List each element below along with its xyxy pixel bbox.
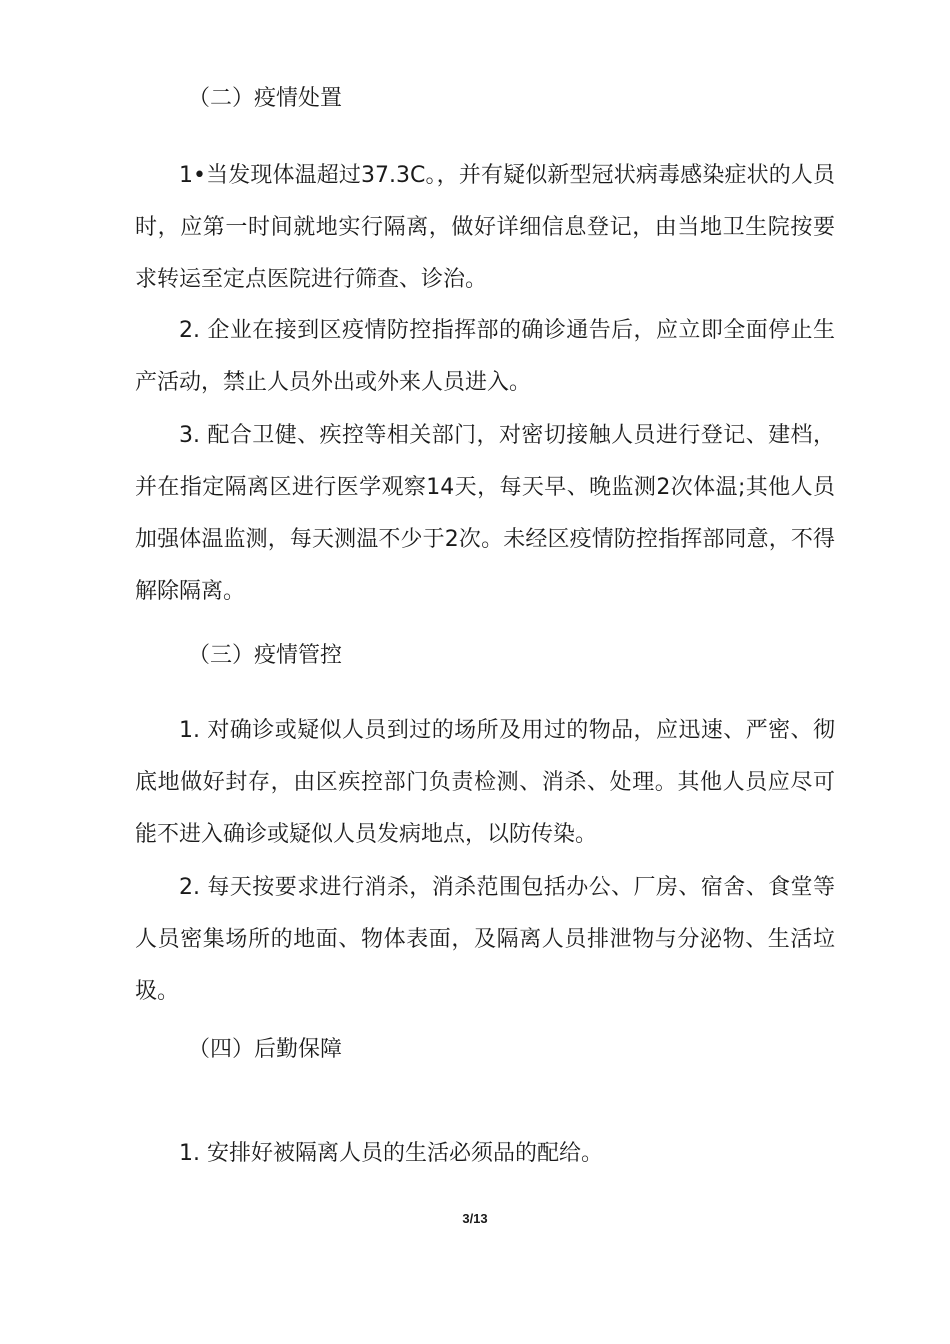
paragraph-2-2: 2. 企业在接到区疫情防控指挥部的确诊通告后，应立即全面停止生产活动，禁止人员外出或外来人员进入。 (135, 318, 835, 395)
paragraph-2-3: 3. 配合卫健、疾控等相关部门，对密切接触人员进行登记、建档，并在指定隔离区进行医学观察14天，每天早、晚监测2次体温;其他人员加强体温监测，每天测温不少于2次。未经区疫情防控指挥部同意，不得解除隔离。 (135, 423, 835, 604)
section-heading-epidemic-control: （三）疫情管控 (188, 643, 343, 668)
paragraph-2-1: 1•当发现体温超过37.3C。，并有疑似新型冠状病毒感染症状的人员时，应第一时间就地实行隔离，做好详细信息登记，由当地卫生院按要求转运至定点医院进行筛查、诊治。 (135, 163, 835, 292)
section-heading-logistics: （四）后勤保障 (188, 1037, 343, 1062)
paragraph-4-1: 1. 安排好被隔离人员的生活必须品的配给。 (179, 1141, 603, 1166)
section-heading-epidemic-handling: （二）疫情处置 (188, 86, 343, 111)
paragraph-3-1: 1. 对确诊或疑似人员到过的场所及用过的物品，应迅速、严密、彻底地做好封存，由区疾控部门负责检测、消杀、处理。其他人员应尽可能不进入确诊或疑似人员发病地点，以防传染。 (135, 718, 835, 847)
page-number: 3/13 (462, 1211, 488, 1226)
paragraph-3-2: 2. 每天按要求进行消杀，消杀范围包括办公、厂房、宿舍、食堂等人员密集场所的地面、物体表面，及隔离人员排泄物与分泌物、生活垃圾。 (135, 875, 835, 1004)
